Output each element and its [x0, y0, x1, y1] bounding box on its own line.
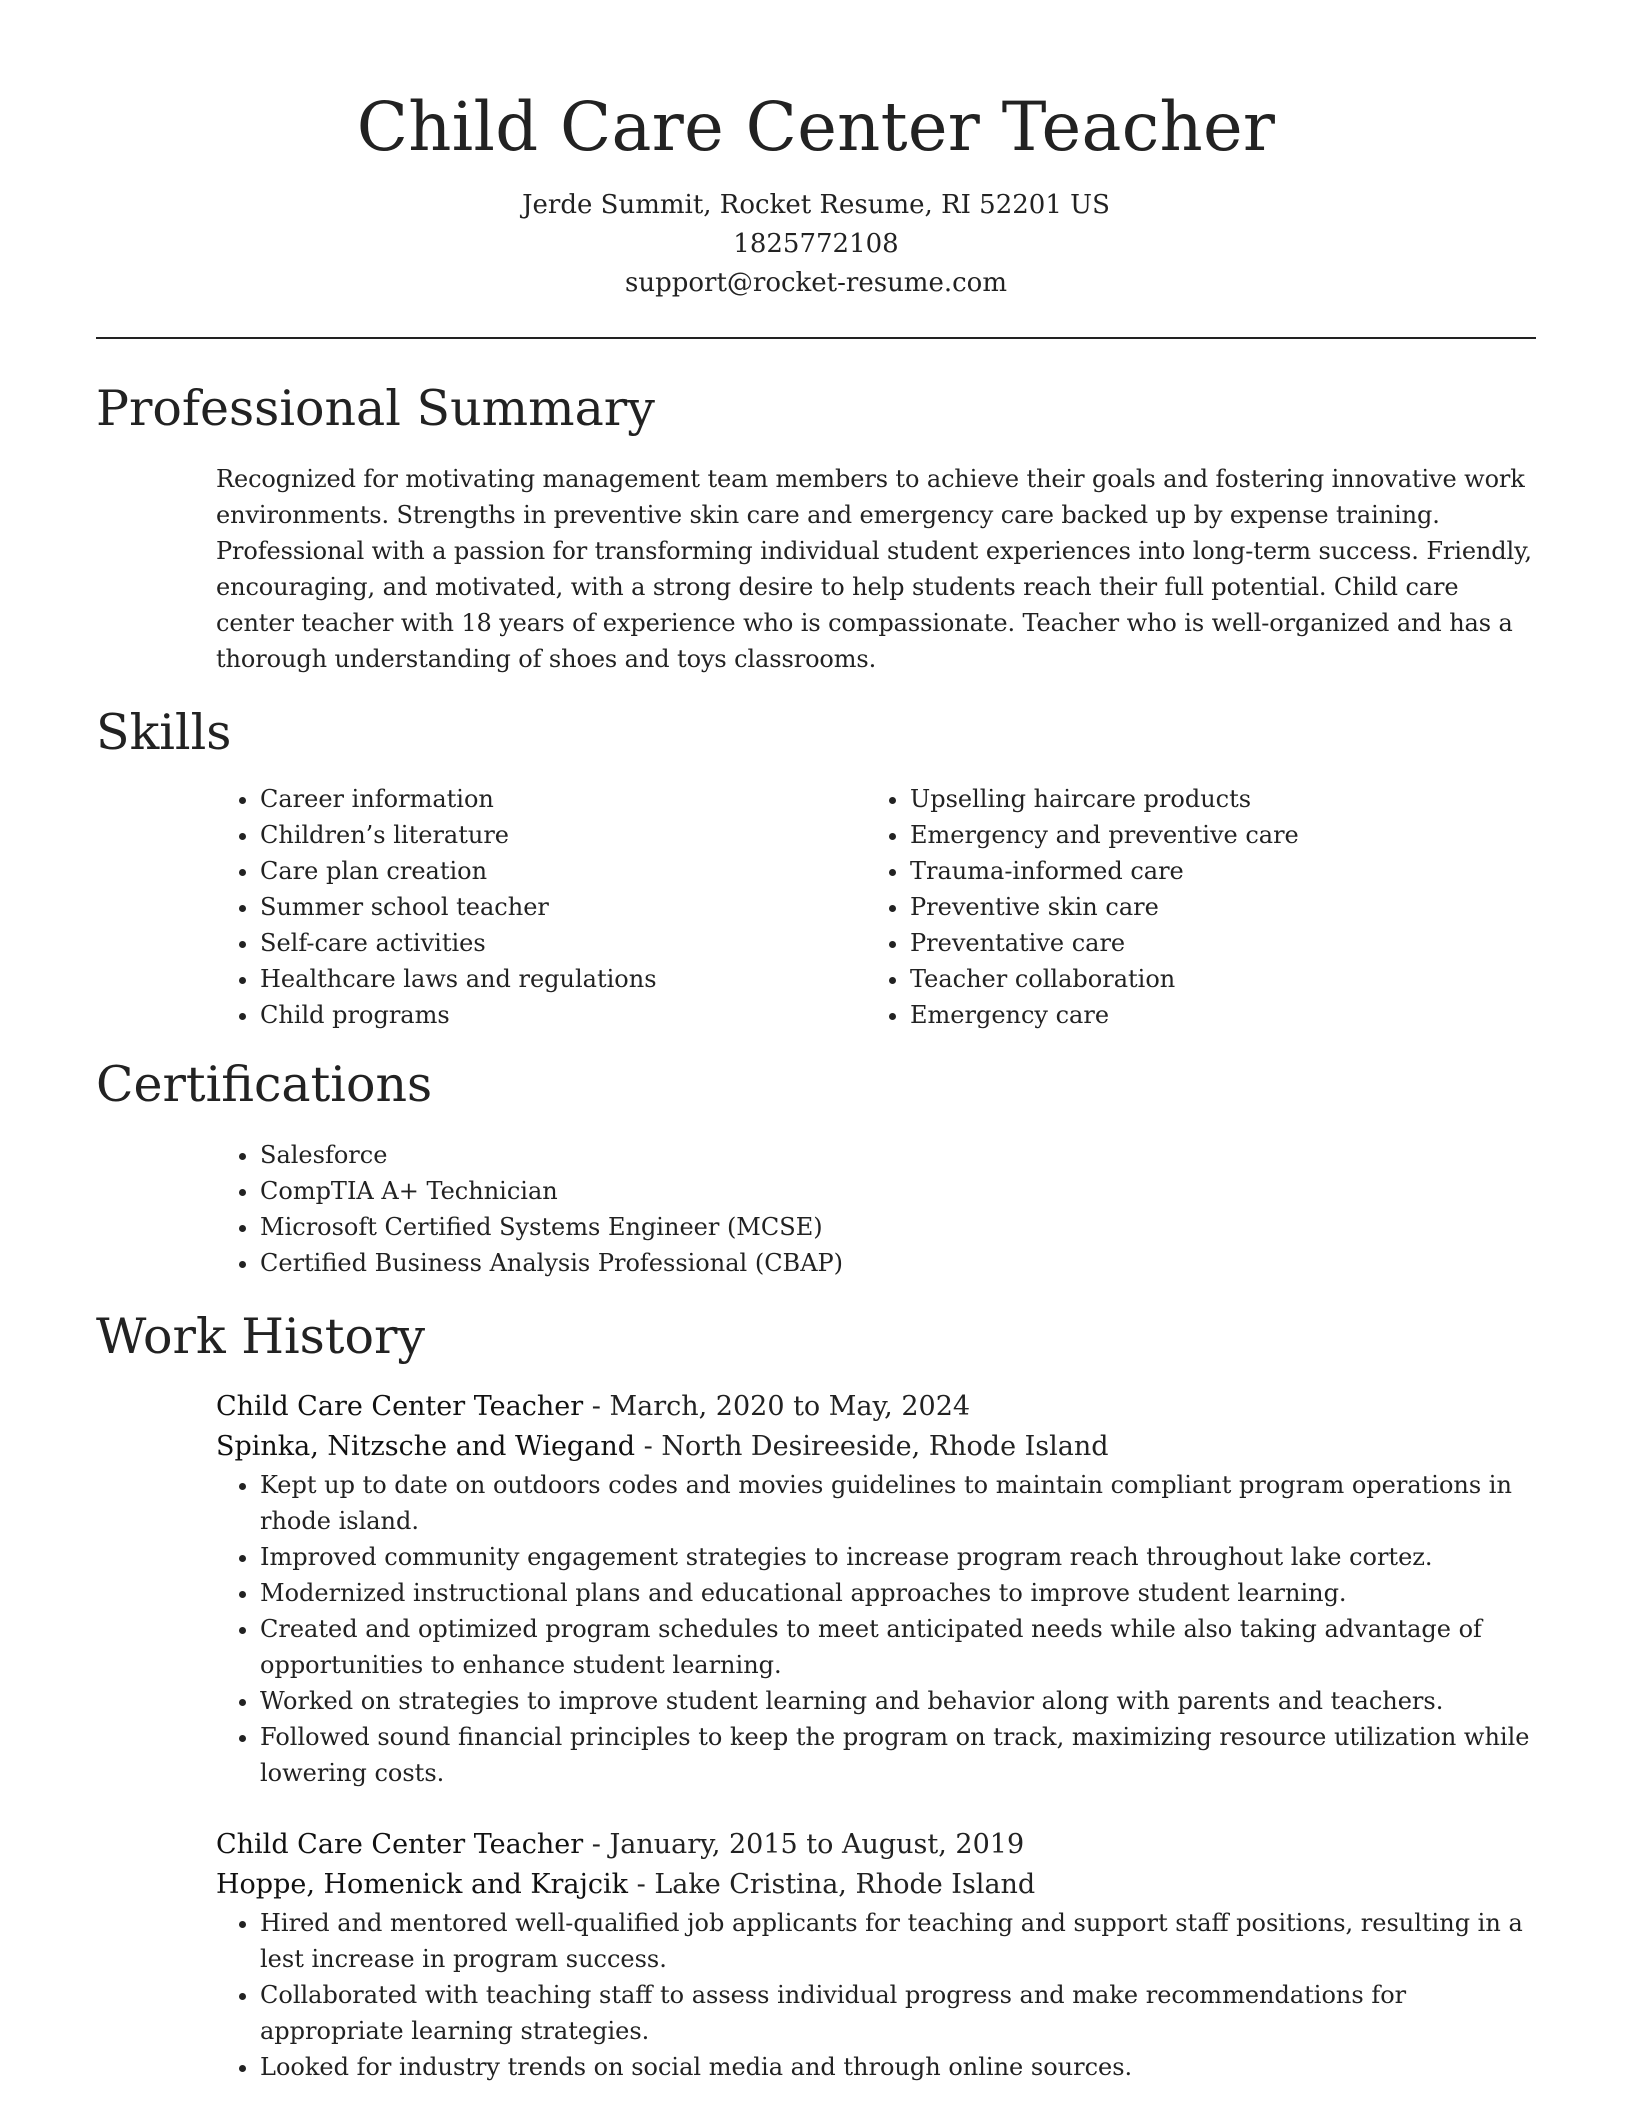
job-duties	[216, 1467, 1536, 1791]
summary-text: Recognized for motivating management team members to achieve their goals and fostering innovative work environments. Strengths in preventive skin care and emergency care backed up by expense training. Professional with a passion for transforming individual student experiences into long-term success. Friendly, encouraging, and motivated, with a strong desire to help students reach their full potential. Child care center teacher with 18 years of experience who is compassionate. Teacher who is well-organized and has a thorough understanding of shoes and toys classrooms.	[216, 465, 1532, 673]
candidate-title: Child Care Center Teacher	[356, 88, 1276, 166]
job-duties	[216, 1905, 1536, 2085]
skills-list	[216, 781, 1536, 1033]
job-duty: • Kept up to date on outdoors codes and movies guidelines to maintain compliant program operations in rhode island.	[260, 1467, 1536, 1539]
job-separator: -	[643, 1431, 662, 1462]
job-dates: March, 2020 to May, 2024	[609, 1391, 971, 1422]
job-company: Spinka, Nitzsche and Wiegand	[216, 1431, 635, 1462]
skill-item: • Preventive skin care	[910, 889, 1516, 925]
skill-item: • Emergency and preventive care	[910, 817, 1516, 853]
skills-heading: Skills	[96, 704, 232, 761]
skills-column-right	[866, 781, 1516, 1033]
job-duty: • Collaborated with teaching staff to assess individual progress and make recommendations for appropriate learning strategies.	[260, 1977, 1536, 2049]
skill-item: • Healthcare laws and regulations	[260, 961, 866, 997]
address: Jerde Summit, Rocket Resume, RI 52201 US	[522, 190, 1110, 220]
skills-column-left	[216, 781, 866, 1033]
skill-item: • Child programs	[260, 997, 866, 1033]
skill-item: • Summer school teacher	[260, 889, 866, 925]
skill-item: • Care plan creation	[260, 853, 866, 889]
certification-item: • CompTIA A+ Technician	[260, 1173, 1536, 1209]
phone: 1825772108	[733, 229, 899, 259]
skill-item: • Self-care activities	[260, 925, 866, 961]
job-company: Hoppe, Homenick and Krajcik	[216, 1869, 629, 1900]
job-location: North Desireeside, Rhode Island	[661, 1431, 1109, 1462]
certifications-heading: Certifications	[96, 1056, 433, 1113]
job-role: Child Care Center Teacher	[216, 1391, 584, 1422]
job-company-line	[216, 1427, 1536, 1467]
job-duty: • Created and optimized program schedules to meet anticipated needs while also taking advantage of opportunities to enhance student learning.	[260, 1611, 1536, 1683]
header-divider	[96, 337, 1536, 339]
job-separator: -	[636, 1869, 655, 1900]
job-duty: • Modernized instructional plans and educational approaches to improve student learning.	[260, 1575, 1536, 1611]
summary-heading: Professional Summary	[96, 380, 655, 437]
job-duty: • Worked on strategies to improve student learning and behavior along with parents and teachers.	[260, 1683, 1536, 1719]
job-role: Child Care Center Teacher	[216, 1829, 584, 1860]
job-duty: • Hired and mentored well-qualified job applicants for teaching and support staff positions, resulting in a lest increase in program success.	[260, 1905, 1536, 1977]
skill-item: • Upselling haircare products	[910, 781, 1516, 817]
job-role-line	[216, 1825, 1536, 1865]
job-duty: • Followed sound financial principles to keep the program on track, maximizing resource utilization while lowering costs.	[260, 1719, 1536, 1791]
contact-info	[96, 186, 1536, 303]
skill-item: • Trauma-informed care	[910, 853, 1516, 889]
certifications-list	[216, 1137, 1536, 1281]
job-entry	[216, 1387, 1536, 1791]
skill-item: • Emergency care	[910, 997, 1516, 1033]
skill-item: • Children’s literature	[260, 817, 866, 853]
certification-item: • Microsoft Certified Systems Engineer (MCSE)	[260, 1209, 1536, 1245]
skill-item: • Preventative care	[910, 925, 1516, 961]
job-entry	[216, 1825, 1536, 2085]
work-history-heading: Work History	[96, 1308, 426, 1365]
certification-item: • Salesforce	[260, 1137, 1536, 1173]
job-duty: • Looked for industry trends on social media and through online sources.	[260, 2049, 1536, 2085]
skill-item: • Career information	[260, 781, 866, 817]
skill-item: • Teacher collaboration	[910, 961, 1516, 997]
job-duty: • Improved community engagement strategies to increase program reach throughout lake cortez.	[260, 1539, 1536, 1575]
email: support@rocket-resume.com	[624, 268, 1007, 298]
job-separator: -	[591, 1829, 610, 1860]
job-location: Lake Cristina, Rhode Island	[654, 1869, 1036, 1900]
job-role-line	[216, 1387, 1536, 1427]
job-company-line	[216, 1865, 1536, 1905]
resume-header	[96, 82, 1536, 303]
certification-item: • Certified Business Analysis Professional (CBAP)	[260, 1245, 1536, 1281]
job-separator: -	[591, 1391, 610, 1422]
job-dates: January, 2015 to August, 2019	[609, 1829, 1025, 1860]
